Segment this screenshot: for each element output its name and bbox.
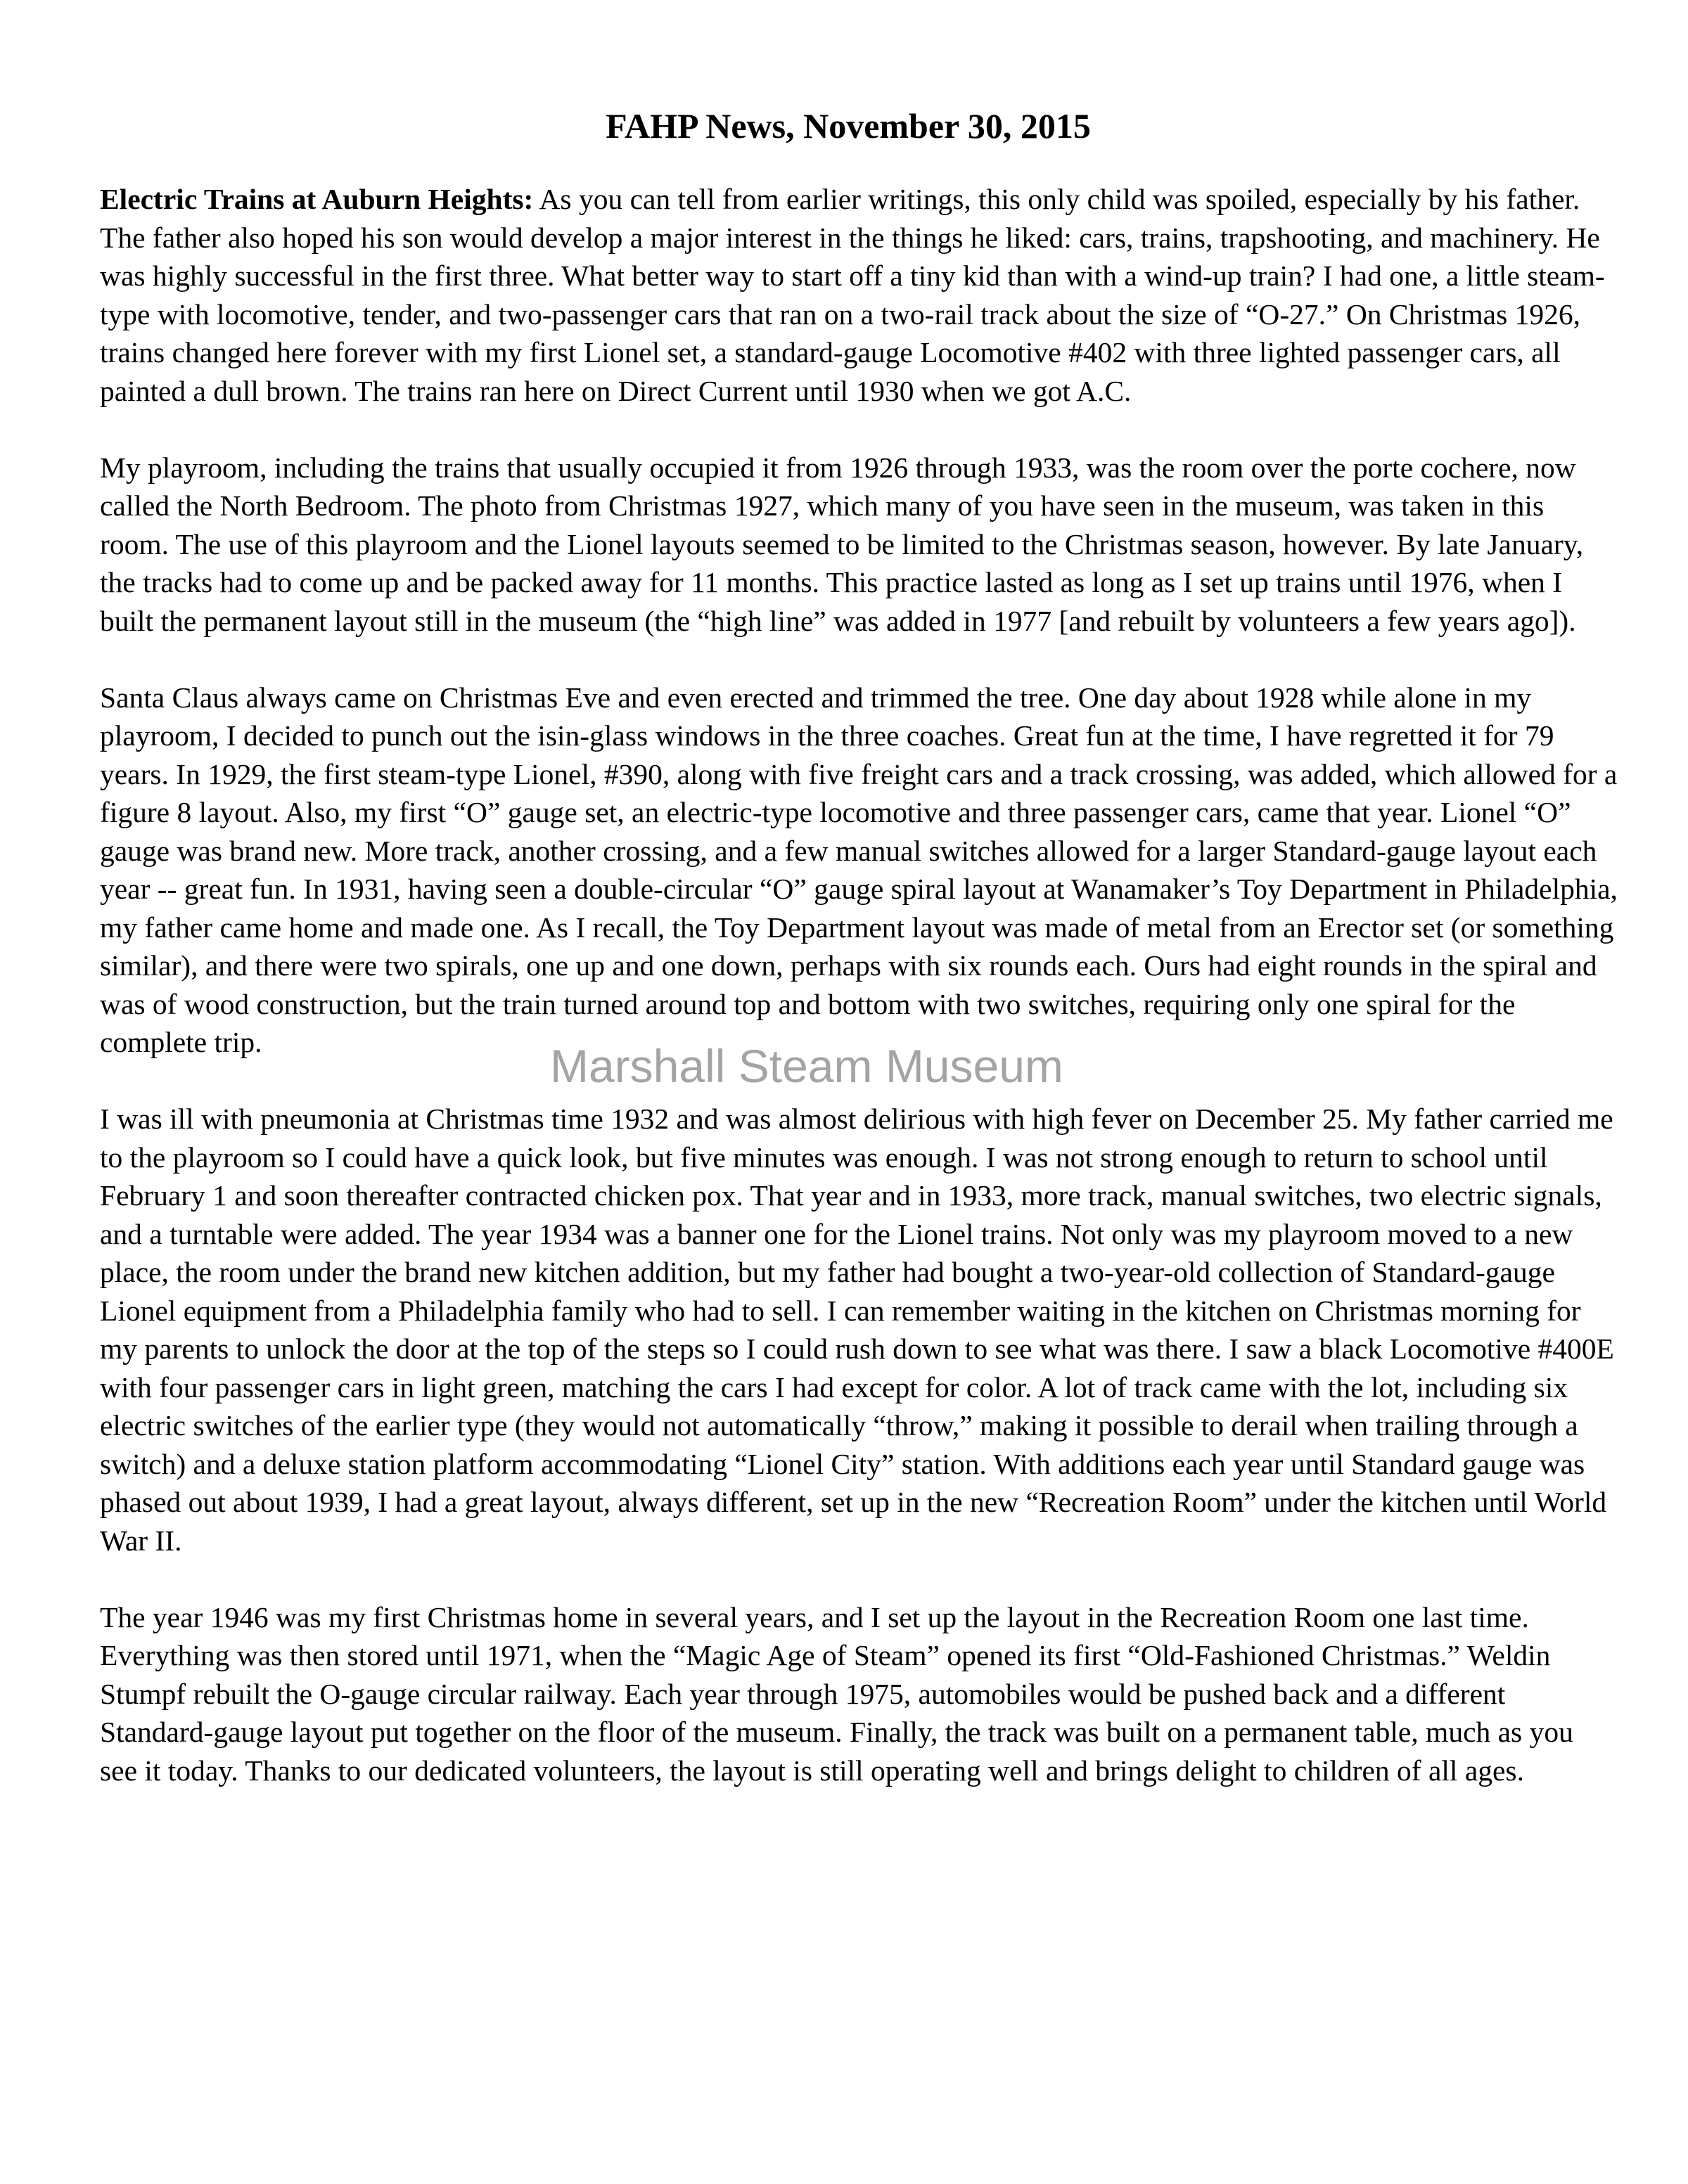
paragraph-santa-claus: Santa Claus always came on Christmas Eve and even erected and trimmed the tree. One day about 1928 while alone in my playroom, I decided to punch out the isin-glass windows in the three coaches. Great fun at the time, I have regretted it for 79 years. In 1929, the first steam-type Lionel, #390, along with five freight cars and a track crossing, was added, which allowed for a figure 8 layout. Also, my first “O” gauge set, an electric-type locomotive and three passenger cars, came that year. Lionel “O” gauge was brand new. More track, another crossing, and a few manual switches allowed for a larger Standard-gauge layout each year -- great fun. In 1931, having seen a double-circular “O” gauge spiral layout at Wanamaker’s Toy Department in Philadelphia, my father came home and made one. As I recall, the Toy Department layout was made of metal from an Erector set (or something similar), and there were two spirals, one up and one down, perhaps with six rounds each. Ours had eight rounds in the spiral and was of wood construction, but the train turned around top and bottom with two switches, requiring only one spiral for the complete trip. bbox=[100, 681, 1618, 1058]
paragraph-electric-trains bbox=[100, 180, 1618, 410]
paragraph-lead-heading: Electric Trains at Auburn Heights: bbox=[100, 183, 534, 215]
paragraph-1946-christmas: The year 1946 was my first Christmas home in several years, and I set up the layout in the Recreation Room one last time. Everything was then stored until 1971, when the “Magic Age of Steam” opened its first “Old-Fashioned Christmas.” Weldin Stumpf rebuilt the O-gauge circular railway. Each year through 1975, automobiles would be pushed back and a different Standard-gauge layout put together on the floor of the museum. Finally, the track was built on a permanent table, much as you see it today. Thanks to our dedicated volunteers, the layout is still operating well and brings delight to children of all ages. bbox=[100, 1600, 1573, 1787]
paragraph-body: As you can tell from earlier writings, this only child was spoiled, especially by his father. The father also hoped his son would develop a major interest in the things he liked: cars, trains, trapshooting, and machinery. He was highly successful in the first three. What better way to start off a tiny kid than with a wind-up train? I had one, a little steam-type with locomotive, tender, and two-passenger cars that ran on a two-rail track about the size of “O-27.” On Christmas 1926, trains changed here forever with my first Lionel set, a standard-gauge Locomotive #402 with three lighted passenger cars, all painted a dull brown. The trains ran here on Direct Current until 1930 when we got A.C. bbox=[100, 183, 1605, 407]
watermark-text: Marshall Steam Museum bbox=[550, 1040, 1063, 1092]
paragraph-pneumonia: I was ill with pneumonia at Christmas time 1932 and was almost delirious with high fever on December 25. My father carried me to the playroom so I could have a quick look, but five minutes was enough. I was not strong enough to return to school until February 1 and soon thereafter contracted chicken pox. That year and in 1933, more track, manual switches, two electric signals, and a turntable were added. The year 1934 was a banner one for the Lionel trains. Not only was my playroom moved to a new place, the room under the brand new kitchen addition, but my father had bought a two-year-old collection of Standard-gauge Lionel equipment from a Philadelphia family who had to sell. I can remember waiting in the kitchen on Christmas morning for my parents to unlock the door at the top of the steps so I could rush down to see what was there. I saw a black Locomotive #400E with four passenger cars in light green, matching the cars I had except for color. A lot of track came with the lot, including six electric switches of the earlier type (they would not automatically “throw,” making it possible to derail when trailing through a switch) and a deluxe station platform accommodating “Lionel City” station. With additions each year until Standard gauge was phased out about 1939, I had a great layout, always different, set up in the new “Recreation Room” under the kitchen until World War II. bbox=[100, 1103, 1614, 1557]
page-title: FAHP News, November 30, 2015 bbox=[606, 106, 1091, 146]
paragraph-playroom: My playroom, including the trains that usually occupied it from 1926 through 1933, was the room over the porte cochere, now called the North Bedroom. The photo from Christmas 1927, which many of you have seen in the museum, was taken in this room. The use of this playroom and the Lionel layouts seemed to be limited to the Christmas season, however. By late January, the tracks had to come up and be packed away for 11 months. This practice lasted as long as I set up trains until 1976, when I built the permanent layout still in the museum (the “high line” was added in 1977 [and rebuilt by volunteers a few years ago]). bbox=[100, 451, 1584, 637]
